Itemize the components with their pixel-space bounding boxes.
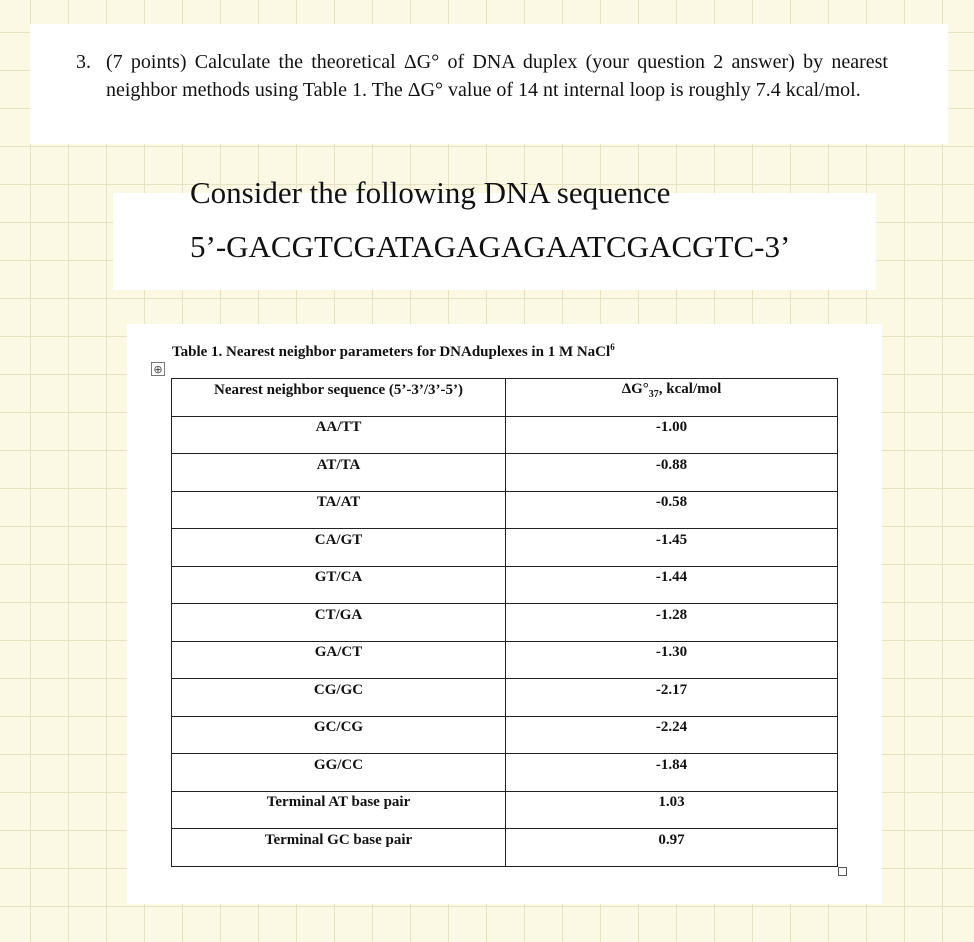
table-row (172, 791, 838, 829)
sequence-card (113, 175, 876, 290)
table-row (172, 491, 838, 529)
cell-dg: -0.58 (506, 491, 838, 529)
cell-sequence: CT/GA (172, 604, 506, 642)
question-3-card (30, 24, 948, 144)
cell-dg: 0.97 (506, 829, 838, 867)
cell-dg: -2.24 (506, 716, 838, 754)
table-resize-handle[interactable] (838, 867, 847, 876)
cell-dg: -1.44 (506, 566, 838, 604)
question-body: (7 points) Calculate the theoretical ΔG° of DNA duplex (your question 2 answer) by nearest neighbor methods using Table 1. The ΔG° value of 14 nt internal loop is roughly 7.4 kcal/mol. (106, 51, 888, 101)
cell-sequence: GC/CG (172, 716, 506, 754)
cell-sequence: Terminal GC base pair (172, 829, 506, 867)
table-caption (172, 342, 615, 361)
table-row (172, 566, 838, 604)
cell-dg: -0.88 (506, 454, 838, 492)
table-row (172, 416, 838, 454)
cell-dg: -2.17 (506, 679, 838, 717)
table-caption-ref: 6 (610, 342, 615, 352)
cell-sequence: GG/CC (172, 754, 506, 792)
header-dg: $\Delta G^\circ_{37}$, kcal/mol (506, 379, 838, 417)
table-row (172, 604, 838, 642)
cell-sequence: AT/TA (172, 454, 506, 492)
cell-sequence: AA/TT (172, 416, 506, 454)
table-row (172, 754, 838, 792)
table-move-handle-icon[interactable]: ⊕ (151, 362, 165, 376)
table-row (172, 529, 838, 567)
header-sequence: Nearest neighbor sequence (5’-3’/3’-5’) (172, 379, 506, 417)
cell-sequence: GT/CA (172, 566, 506, 604)
table-row (172, 716, 838, 754)
cell-sequence: GA/CT (172, 641, 506, 679)
table-row (172, 454, 838, 492)
table-header-row (172, 379, 838, 417)
cell-dg: 1.03 (506, 791, 838, 829)
cell-dg: -1.45 (506, 529, 838, 567)
cell-sequence: CA/GT (172, 529, 506, 567)
nearest-neighbor-table (171, 378, 838, 867)
table-caption-text: Table 1. Nearest neighbor parameters for DNAduplexes in 1 M NaCl (172, 344, 611, 360)
question-number: 3. (76, 51, 91, 73)
table-card (127, 324, 882, 904)
table-row (172, 829, 838, 867)
sequence-prompt: Consider the following DNA sequence (190, 175, 671, 210)
table-row (172, 679, 838, 717)
cell-dg: -1.84 (506, 754, 838, 792)
dna-sequence: 5’-GACGTCGATAGAGAGAATCGACGTC-3’ (190, 229, 791, 264)
cell-dg: -1.30 (506, 641, 838, 679)
cell-dg: -1.28 (506, 604, 838, 642)
cell-sequence: TA/AT (172, 491, 506, 529)
cell-sequence: Terminal AT base pair (172, 791, 506, 829)
table-row (172, 641, 838, 679)
cell-dg: -1.00 (506, 416, 838, 454)
cell-sequence: CG/GC (172, 679, 506, 717)
question-3-text (76, 48, 888, 104)
